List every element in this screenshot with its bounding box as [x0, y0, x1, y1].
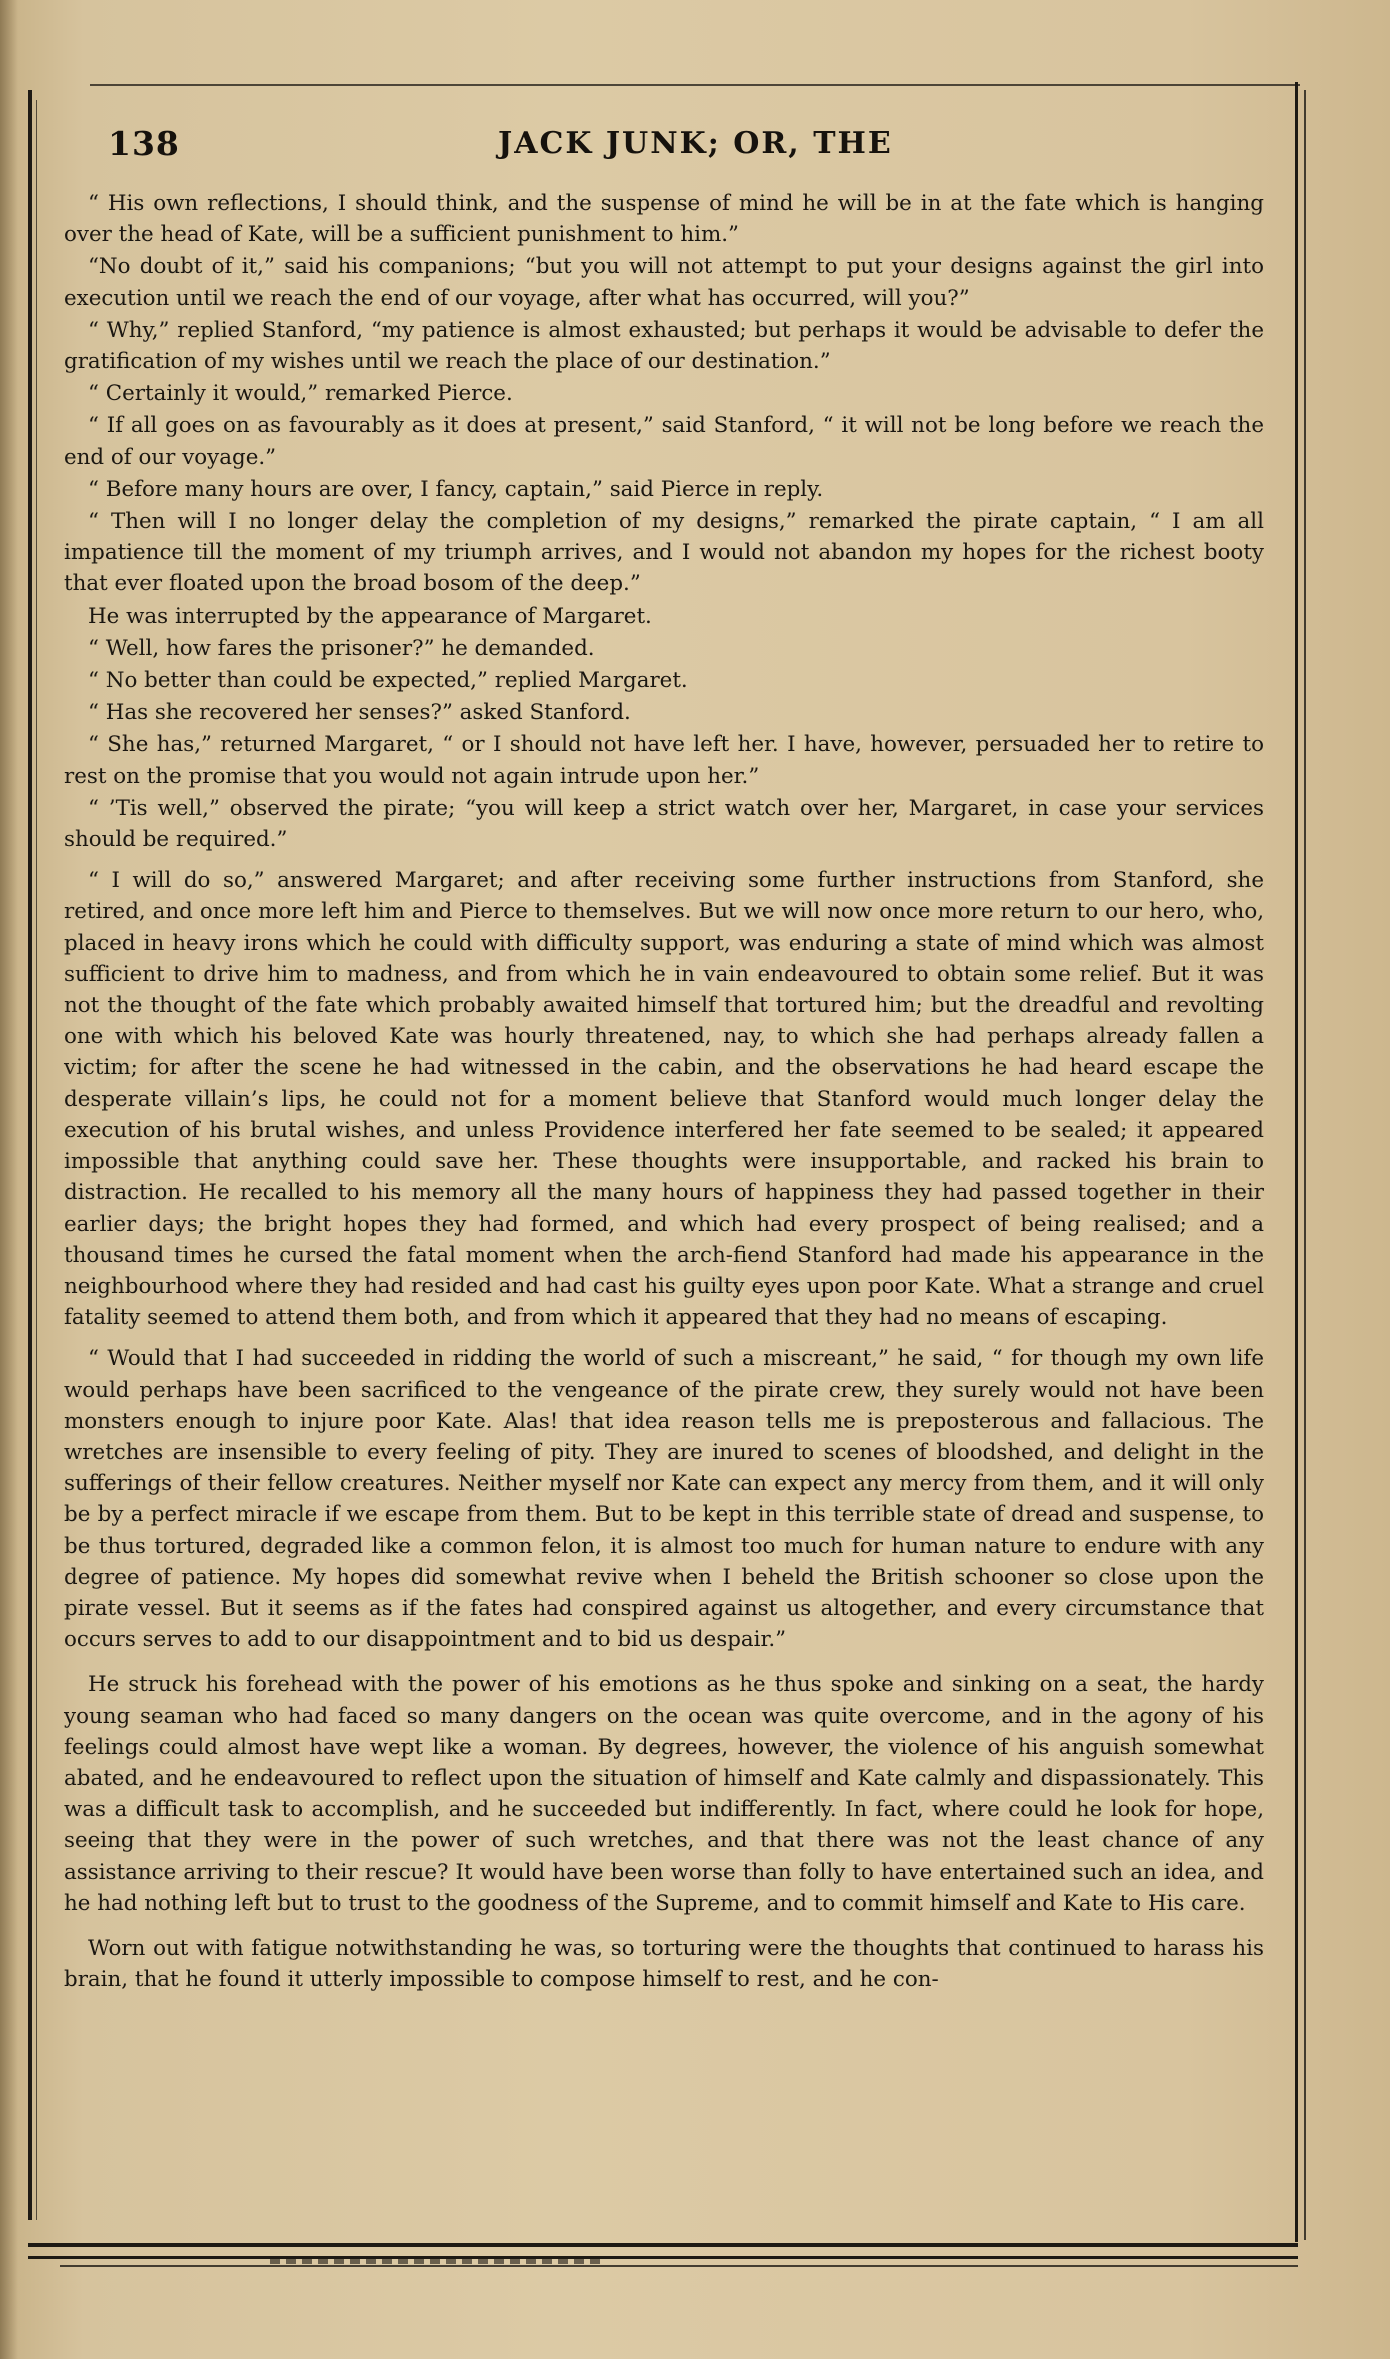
- frame-rule-bottom-double: [28, 2256, 1298, 2259]
- frame-rule-bottom-thin: [60, 2265, 1298, 2267]
- paragraph: “No doubt of it,” said his companions; “but you will not attempt to put your designs against the girl into execution until we reach the end of our voyage, after what has occurred, will you?”: [64, 254, 1264, 311]
- paragraph: “ Well, how fares the prisoner?” he demanded.: [88, 635, 595, 661]
- frame-rule-bottom: [28, 2243, 1298, 2247]
- frame-rule-left: [28, 90, 32, 2220]
- paragraph: “ Has she recovered her senses?” asked Stanford.: [88, 700, 631, 726]
- paragraph: “ ’Tis well,” observed the pirate; “you will keep a strict watch over her, Margaret, in case your services should be required.”: [64, 795, 1264, 853]
- page-edge-shadow: [0, 0, 18, 2359]
- frame-rule-left-inner: [36, 100, 37, 2220]
- frame-rule-right-outer: [1304, 90, 1306, 2240]
- frame-rule-top: [90, 84, 1300, 86]
- paragraph: “ His own reflections, I should think, and the suspense of mind he will be in at the fate which is hanging over the head of Kate, will be a sufficient punishment to him.”: [64, 191, 1264, 248]
- paragraph: Worn out with fatigue notwithstanding he was, so torturing were the thoughts that continued to harass his brain, that he found it utterly impossible to compose himself to rest, and he con-: [64, 1935, 1264, 1993]
- paragraph: “ Then will I no longer delay the completion of my designs,” remarked the pirate captain, “ I am all impatience till the moment of my triumph arrives, and I would not abandon my hopes for the richest booty that ever floated upon the broad bosom of the deep.”: [64, 509, 1264, 597]
- paragraph: “ She has,” returned Margaret, “ or I should not have left her. I have, however, persuaded her to retire to rest on the promise that you would not again intrude upon her.”: [64, 732, 1264, 789]
- paragraph: He struck his forehead with the power of his emotions as he thus spoke and sinking on a seat, the hardy young seaman who had faced so many dangers on the ocean was quite overcome, and in the agony of his feelings could almost have wept like a woman. By degrees, however, the violence of his anguish somewhat abated, and he endeavoured to reflect upon the situation of himself and Kate calmly and dispassionately. This was a difficult task to accomplish, and he succeeded but indifferently. In fact, where could he look for hope, seeing that they were in the power of such wretches, and that there was not the least chance of any assistance arriving to their rescue? It would have been worse than folly to have entertained such an idea, and he had nothing left but to trust to the goodness of the Supreme, and to commit himself and Kate to His care.: [64, 1672, 1264, 1916]
- body-text: [64, 188, 1264, 1996]
- page-header: [108, 124, 1278, 174]
- paragraph: “ No better than could be expected,” replied Margaret.: [88, 668, 688, 694]
- paragraph: “ Would that I had succeeded in ridding the world of such a miscreant,” he said, “ for though my own life would perhaps have been sacrificed to the vengeance of the pirate crew, they surely would not have been monsters enough to injure poor Kate. Alas! that idea reason tells me is preposterous and fallacious. The wretches are insensible to every feeling of pity. They are inured to scenes of bloodshed, and delight in the sufferings of their fellow creatures. Neither myself nor Kate can expect any mercy from them, and it will only be by a perfect miracle if we escape from them. But to be kept in this terrible state of dread and suspense, to be thus tortured, degraded like a common felon, it is almost too much for human nature to endure with any degree of patience. My hopes did somewhat revive when I beheld the British schooner so close upon the pirate vessel. But it seems as if the fates had conspired against us altogether, and every circumstance that occurs serves to add to our disappointment and to bid us despair.”: [64, 1346, 1264, 1653]
- paragraph: “ I will do so,” answered Margaret; and after receiving some further instructions from Stanford, she retired, and once more left him and Pierce to themselves. But we will now once more return to our hero, who, placed in heavy irons which he could with difficulty support, was enduring a state of mind which was almost sufficient to drive him to madness, and from which he in vain endeavoured to obtain some relief. But it was not the thought of the fate which probably awaited himself that tortured him; but the dreadful and revolting one with which his beloved Kate was hourly threatened, nay, to which she had perhaps already fallen a victim; for after the scene he had witnessed in the cabin, and the observations he had heard escape the desperate villain’s lips, he could not for a moment believe that Stanford would much longer delay the execution of his brutal wishes, and unless Providence interfered her fate seemed to be sealed; it appeared impossible that anything could save her. These thoughts were insupportable, and racked his brain to distraction. He recalled to his memory all the many hours of happiness they had passed together in their earlier days; the bright hopes they had formed, and which had every prospect of being realised; and a thousand times he cursed the fatal moment when the arch-fiend Stanford had made his appearance in the neighbourhood where they had resided and had cast his guilty eyes upon poor Kate. What a strange and cruel fatality seemed to attend them both, and from which it appeared that they had no means of escaping.: [64, 868, 1264, 1331]
- paragraph: He was interrupted by the appearance of Margaret.: [88, 603, 652, 629]
- bottom-rule-ornament: [270, 2258, 600, 2264]
- page-number: 138: [108, 124, 180, 163]
- paragraph: “ Certainly it would,” remarked Pierce.: [88, 381, 513, 407]
- frame-rule-right: [1295, 82, 1298, 2242]
- running-title: JACK JUNK; OR, THE: [498, 126, 893, 161]
- paragraph: “ If all goes on as favourably as it does at present,” said Stanford, “ it will not be long before we reach the end of our voyage.”: [64, 413, 1264, 470]
- paragraph: “ Why,” replied Stanford, “my patience is almost exhausted; but perhaps it would be advisable to defer the gratification of my wishes until we reach the place of our destination.”: [64, 317, 1264, 375]
- paragraph: “ Before many hours are over, I fancy, captain,” said Pierce in reply.: [88, 476, 824, 502]
